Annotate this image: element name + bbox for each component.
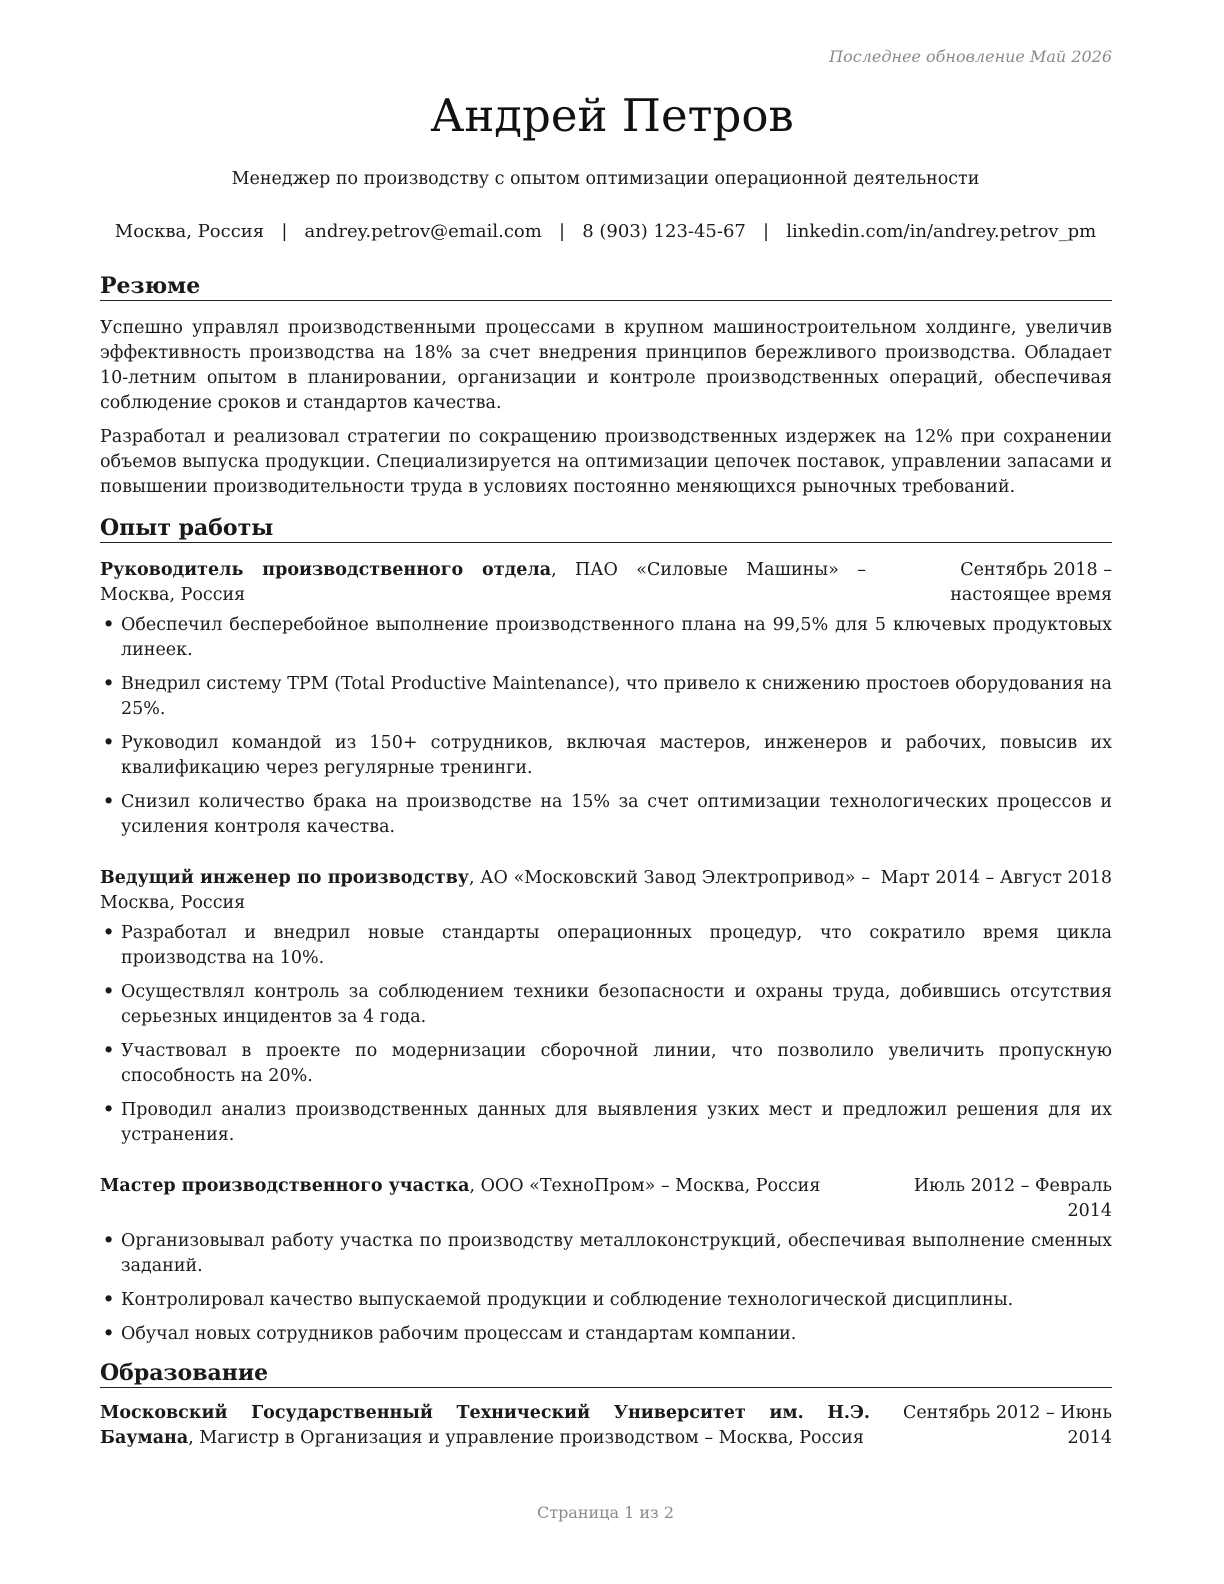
summary-section xyxy=(100,272,1112,500)
education-date: Сентябрь 2012 – Июнь 2014 xyxy=(902,1403,1112,1448)
section-heading-education: Образование xyxy=(100,1359,1112,1388)
list-item: • Разработал и внедрил новые стандарты операционных процедур, что сократило время цикла производства на 10%. xyxy=(100,921,1112,971)
list-item: • Контролировал качество выпускаемой продукции и соблюдение технологической дисциплины. xyxy=(100,1288,1112,1313)
list-item: • Проводил анализ производственных данных для выявления узких мест и предложил решения для их устранения. xyxy=(100,1098,1112,1148)
job-date: Сентябрь 2018 – настоящее время xyxy=(950,560,1112,605)
job-header xyxy=(100,1174,1112,1224)
list-item: • Руководил командой из 150+ сотрудников, включая мастеров, инженеров и рабочих, повысив их квалификацию через регулярные тренинги. xyxy=(100,731,1112,781)
job-title: Ведущий инженер по производству xyxy=(100,868,469,888)
education-line xyxy=(100,1401,870,1451)
list-item: • Внедрил систему TPM (Total Productive Maintenance), что привело к снижению простоев оборудования на 25%. xyxy=(100,672,1112,722)
last-updated: Последнее обновление Май 2026 xyxy=(829,47,1112,66)
job-title-line xyxy=(100,1174,870,1199)
list-item: • Обучал новых сотрудников рабочим процессам и стандартам компании. xyxy=(100,1322,1112,1347)
job-org: , ООО «ТехноПром» – Москва, Россия xyxy=(469,1176,821,1196)
person-name: Андрей Петров xyxy=(430,89,794,142)
summary-paragraph: Разработал и реализовал стратегии по сокращению производственных издержек на 12% при сохранении объемов выпуска продукции. Специализируется на оптимизации цепочек поставок, управлении запасами и повышении производительности труда в условиях постоянно меняющихся рыночных требований. xyxy=(100,427,1112,497)
job-entry xyxy=(100,558,1112,840)
education-section xyxy=(100,1359,1112,1451)
job-header xyxy=(100,866,1112,916)
job-bullets xyxy=(100,1229,1112,1347)
list-item: • Осуществлял контроль за соблюдением техники безопасности и охраны труда, добившись отсутствия серьезных инцидентов за 4 года. xyxy=(100,980,1112,1030)
tagline: Менеджер по производству с опытом оптимизации операционной деятельности xyxy=(231,169,980,189)
list-item: • Обеспечил бесперебойное выполнение производственного плана на 99,5% для 5 ключевых продуктовых линеек. xyxy=(100,613,1112,663)
contact-line: Москва, Россия | andrey.petrov@email.com | 8 (903) 123-45-67 | linkedin.com/in/andrey.petrov_pm xyxy=(114,221,1097,242)
list-item: • Организовывал работу участка по производству металлоконструкций, обеспечивая выполнение сменных заданий. xyxy=(100,1229,1112,1279)
resume-content xyxy=(100,272,1112,1451)
job-date: Март 2014 – Август 2018 xyxy=(880,868,1112,888)
job-title-line xyxy=(100,866,870,916)
list-item: • Участвовал в проекте по модернизации сборочной линии, что позволило увеличить пропускную способность на 20%. xyxy=(100,1039,1112,1089)
job-title: Руководитель производственного отдела xyxy=(100,560,552,580)
job-title: Мастер производственного участка xyxy=(100,1176,470,1196)
job-org: , АО «Московский Завод Электропривод» – Москва, Россия xyxy=(100,868,870,913)
job-header xyxy=(100,558,1112,608)
education-entry xyxy=(100,1401,1112,1451)
experience-section xyxy=(100,514,1112,1347)
job-title-line xyxy=(100,558,866,608)
summary-paragraph: Успешно управлял производственными процессами в крупном машиностроительном холдинге, увеличив эффективность производства на 18% за счет внедрения принципов бережливого производства. Обладает 10-летним опытом в планировании, организации и контроле производственных операций, обеспечивая соблюдение сроков и стандартов качества. xyxy=(100,318,1112,413)
job-date: Июль 2012 – Февраль 2014 xyxy=(913,1176,1112,1221)
job-org: , ПАО «Силовые Машины» – Москва, Россия xyxy=(100,560,867,605)
job-bullets xyxy=(100,613,1112,840)
section-heading-experience: Опыт работы xyxy=(100,514,1112,543)
job-entry xyxy=(100,866,1112,1148)
job-bullets xyxy=(100,921,1112,1148)
page-number: Страница 1 из 2 xyxy=(536,1503,675,1522)
list-item: • Снизил количество брака на производстве на 15% за счет оптимизации технологических процессов и усиления контроля качества. xyxy=(100,790,1112,840)
school-name: Московский Государственный Технический Университет им. Н.Э. Баумана xyxy=(100,1403,870,1448)
job-entry xyxy=(100,1174,1112,1347)
section-heading-summary: Резюме xyxy=(100,272,1112,301)
degree: , Магистр в Организация и управление производством – Москва, Россия xyxy=(188,1428,864,1448)
